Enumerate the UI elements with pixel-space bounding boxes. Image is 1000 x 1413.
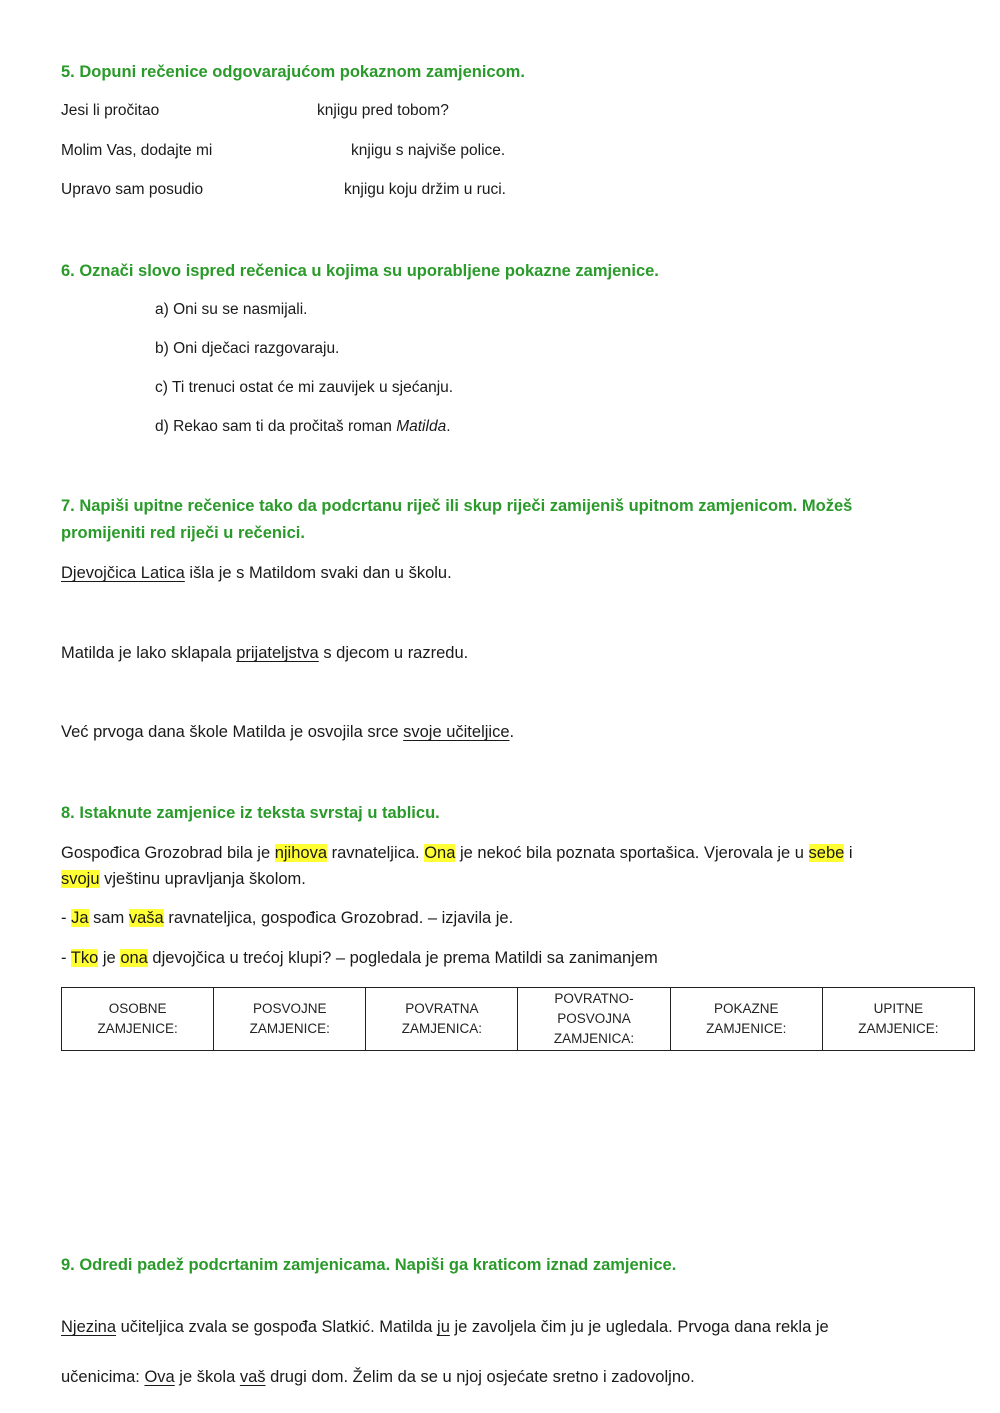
table-header-pokazne[interactable] bbox=[670, 988, 822, 1051]
text-run: djevojčica u trećoj klupi? – pogledala je prema Matildi sa zanimanjem bbox=[147, 949, 658, 967]
task5-row3-after: knjigu koju držim u ruci. bbox=[344, 181, 506, 198]
text-run: je nekoć bila poznata sportašica. Vjerovala je u bbox=[455, 844, 809, 862]
task6-option-c[interactable]: c) Ti trenuci ostat će mi zauvijek u sjećanju. bbox=[155, 379, 454, 396]
header-line: POVRATNA bbox=[405, 1001, 479, 1016]
header-line: OSOBNE bbox=[108, 1001, 167, 1016]
text-run: - bbox=[61, 909, 72, 927]
header-line: POSVOJNE bbox=[252, 1001, 327, 1016]
highlight-pronoun: Ja bbox=[71, 909, 89, 927]
text-run: drugi dom. Želim da se u njoj osjećate sretno i zadovoljno. bbox=[265, 1368, 695, 1386]
task5-heading: 5. Dopuni rečenice odgovarajućom pokaznom zamjenicom. bbox=[61, 63, 525, 81]
header-line: ZAMJENICA: bbox=[401, 1021, 483, 1036]
table-header-povratna[interactable] bbox=[366, 988, 518, 1051]
task8-paragraph-3 bbox=[61, 949, 658, 968]
header-line: POSVOJNA bbox=[557, 1011, 631, 1026]
text-run: ravnateljica, gospođica Grozobrad. – izjavila je. bbox=[163, 909, 514, 927]
header-line: ZAMJENICE: bbox=[858, 1021, 939, 1036]
task6-option-d-suffix: . bbox=[446, 418, 451, 435]
task7-s2-after: s djecom u razredu. bbox=[318, 644, 469, 662]
header-line: ZAMJENICE: bbox=[706, 1021, 787, 1036]
header-line: POKAZNE bbox=[713, 1001, 779, 1016]
task6-heading: 6. Označi slovo ispred rečenica u kojima su uporabljene pokazne zamjenice. bbox=[61, 262, 659, 280]
task7-heading-line2: promijeniti red riječi u rečenici. bbox=[61, 524, 305, 542]
task7-s1-rest: išla je s Matildom svaki dan u školu. bbox=[184, 564, 452, 582]
text-run: je zavoljela čim ju je ugledala. Prvoga dana rekla je bbox=[449, 1318, 829, 1336]
highlight-pronoun: Ona bbox=[424, 844, 456, 862]
task7-s2-underlined: prijateljstva bbox=[236, 644, 319, 662]
header-line: ZAMJENICA: bbox=[553, 1031, 635, 1046]
underlined-pronoun: Njezina bbox=[61, 1318, 117, 1336]
table-header-osobne[interactable] bbox=[62, 988, 214, 1051]
task7-s3-underlined: svoje učiteljice bbox=[403, 723, 510, 741]
task8-heading: 8. Istaknute zamjenice iz teksta svrstaj u tablicu. bbox=[61, 804, 440, 822]
table-header-upitne[interactable] bbox=[822, 988, 974, 1051]
task5-row2-before: Molim Vas, dodajte mi bbox=[61, 142, 213, 159]
task7-sentence-3 bbox=[61, 723, 514, 742]
highlight-pronoun: njihova bbox=[274, 844, 327, 862]
highlight-pronoun: svoju bbox=[61, 870, 100, 888]
highlight-pronoun: ona bbox=[120, 949, 148, 967]
task5-row1-before: Jesi li pročitao bbox=[61, 102, 160, 119]
task9-heading: 9. Odredi padež podcrtanim zamjenicama. Napiši ga kraticom iznad zamjenice. bbox=[61, 1256, 677, 1274]
task7-s1-underlined: Djevojčica Latica bbox=[61, 564, 185, 582]
pronoun-classification-table bbox=[61, 987, 975, 1051]
text-run: učiteljica zvala se gospođa Slatkić. Matilda bbox=[116, 1318, 438, 1336]
underlined-pronoun: Ova bbox=[144, 1368, 175, 1386]
task8-paragraph-2 bbox=[61, 909, 513, 928]
task5-row1-after: knjigu pred tobom? bbox=[317, 102, 449, 119]
header-line: UPITNE bbox=[873, 1001, 924, 1016]
underlined-pronoun: ju bbox=[437, 1318, 450, 1336]
text-run: sam bbox=[88, 909, 129, 927]
text-run: - bbox=[61, 949, 71, 967]
task6-option-b[interactable]: b) Oni dječaci razgovaraju. bbox=[155, 340, 340, 357]
underlined-pronoun: vaš bbox=[239, 1368, 266, 1386]
table-header-povratno-posvojna[interactable] bbox=[518, 988, 670, 1051]
text-run: učenicima: bbox=[61, 1368, 145, 1386]
table-header-posvojne[interactable] bbox=[214, 988, 366, 1051]
task5-row2-after: knjigu s najviše police. bbox=[351, 142, 506, 159]
task9-line-2 bbox=[61, 1368, 695, 1387]
task7-s3-before: Već prvoga dana škole Matilda je osvojila srce bbox=[61, 723, 404, 741]
text-run: Gospođica Grozobrad bila je bbox=[61, 844, 275, 862]
task7-sentence-2 bbox=[61, 644, 468, 663]
task6-option-d[interactable] bbox=[155, 418, 451, 436]
text-run: je škola bbox=[174, 1368, 240, 1386]
highlight-pronoun: Tko bbox=[70, 949, 99, 967]
task9-line-1 bbox=[61, 1318, 829, 1337]
task7-s2-before: Matilda je lako sklapala bbox=[61, 644, 237, 662]
text-run: je bbox=[98, 949, 121, 967]
header-line: POVRATNO- bbox=[554, 991, 634, 1006]
header-line: ZAMJENICE: bbox=[249, 1021, 330, 1036]
task6-option-a[interactable]: a) Oni su se nasmijali. bbox=[155, 301, 308, 318]
task7-s3-after: . bbox=[509, 723, 515, 741]
task5-row3-before: Upravo sam posudio bbox=[61, 181, 204, 198]
text-run: i bbox=[844, 844, 853, 862]
table-row bbox=[62, 988, 975, 1051]
task8-paragraph-1-line2 bbox=[61, 870, 306, 889]
text-run: ravnateljica. bbox=[327, 844, 425, 862]
header-line: ZAMJENICE: bbox=[97, 1021, 178, 1036]
highlight-pronoun: vaša bbox=[128, 909, 164, 927]
task8-paragraph-1-line1 bbox=[61, 844, 853, 863]
task6-option-d-prefix: d) Rekao sam ti da pročitaš roman bbox=[155, 418, 397, 435]
task6-option-d-title: Matilda bbox=[396, 418, 447, 435]
task7-heading-line1: 7. Napiši upitne rečenice tako da podcrtanu riječ ili skup riječi zamijeniš upitnom zamjenicom. Možeš bbox=[61, 497, 853, 515]
text-run: vještinu upravljanja školom. bbox=[99, 870, 306, 888]
task7-sentence-1 bbox=[61, 564, 452, 583]
highlight-pronoun: sebe bbox=[808, 844, 845, 862]
